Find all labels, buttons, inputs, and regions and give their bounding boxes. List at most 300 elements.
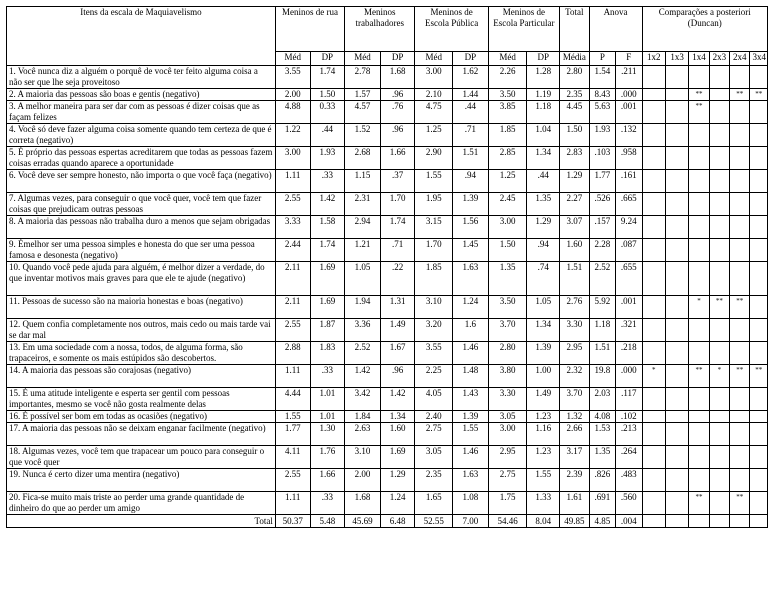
cell-value: 1.39	[453, 411, 489, 423]
cell-value: 3.55	[275, 66, 310, 89]
table-row	[7, 170, 768, 193]
duncan-cell	[689, 469, 709, 492]
cell-value: .321	[616, 319, 642, 342]
duncan-cell: **	[709, 296, 729, 319]
cell-value: 2.32	[560, 365, 590, 388]
cell-value: 1.35	[527, 193, 560, 216]
cell-value: 4.45	[560, 101, 590, 124]
total-row	[7, 515, 768, 528]
cell-value: 3.30	[488, 388, 527, 411]
total-header: Total	[560, 7, 590, 52]
cell-value: 1.31	[380, 296, 415, 319]
cell-value: 1.24	[453, 296, 489, 319]
dp-header: DP	[527, 52, 560, 66]
cell-value: 3.07	[560, 216, 590, 239]
cell-value: 1.60	[380, 423, 415, 446]
duncan-cell	[709, 216, 729, 239]
duncan-cell	[665, 342, 688, 365]
cell-value: 1.00	[527, 365, 560, 388]
duncan-cell	[750, 239, 768, 262]
duncan-cell	[665, 365, 688, 388]
duncan-cell	[709, 170, 729, 193]
duncan-cell	[665, 66, 688, 89]
duncan-cell: **	[750, 89, 768, 101]
cell-value: 1.01	[310, 411, 345, 423]
cell-value: 3.20	[415, 319, 453, 342]
cell-value: 1.74	[310, 239, 345, 262]
table-body	[7, 66, 768, 515]
duncan-cell	[689, 446, 709, 469]
cell-value: 2.28	[589, 239, 615, 262]
cell-value: 2.27	[560, 193, 590, 216]
cell-value: 1.52	[345, 124, 381, 147]
duncan-cell	[642, 319, 665, 342]
cell-value: 1.50	[310, 89, 345, 101]
comparison-header: 1x2	[642, 52, 665, 66]
duncan-cell	[689, 124, 709, 147]
cell-value: 2.40	[415, 411, 453, 423]
cell-value: 1.19	[527, 89, 560, 101]
cell-value: 2.75	[415, 423, 453, 446]
duncan-cell	[730, 216, 750, 239]
cell-value: 3.42	[345, 388, 381, 411]
duncan-cell	[665, 388, 688, 411]
item-text: 8. A maioria das pessoas não trabalha duro a menos que sejam obrigadas	[7, 216, 276, 239]
cell-value: 3.70	[560, 388, 590, 411]
cell-value: 1.50	[488, 239, 527, 262]
duncan-cell	[750, 262, 768, 296]
cell-value: 1.48	[453, 365, 489, 388]
cell-value: 9.24	[616, 216, 642, 239]
duncan-cell	[750, 342, 768, 365]
cell-value: 2.45	[488, 193, 527, 216]
cell-value: 1.29	[560, 170, 590, 193]
item-text: 12. Quem confia completamente nos outros, mais cedo ou mais tarde vai se dar mal	[7, 319, 276, 342]
cell-value: 1.83	[310, 342, 345, 365]
duncan-cell	[730, 101, 750, 124]
duncan-cell	[665, 101, 688, 124]
duncan-cell	[750, 492, 768, 515]
duncan-cell	[689, 216, 709, 239]
cell-value: .44	[527, 170, 560, 193]
duncan-cell	[689, 515, 709, 528]
cell-value: 1.18	[589, 319, 615, 342]
cell-value: 52.55	[415, 515, 453, 528]
duncan-cell	[750, 319, 768, 342]
cell-value: 1.30	[310, 423, 345, 446]
cell-value: 49.85	[560, 515, 590, 528]
cell-value: 2.80	[488, 342, 527, 365]
duncan-cell: **	[689, 101, 709, 124]
cell-value: 1.39	[527, 342, 560, 365]
cell-value: 5.63	[589, 101, 615, 124]
duncan-cell	[709, 446, 729, 469]
table-row	[7, 193, 768, 216]
duncan-cell	[730, 170, 750, 193]
duncan-cell	[750, 388, 768, 411]
duncan-cell	[689, 66, 709, 89]
cell-value: 1.32	[560, 411, 590, 423]
cell-value: 1.46	[453, 342, 489, 365]
cell-value: .218	[616, 342, 642, 365]
cell-value: .000	[616, 365, 642, 388]
duncan-cell	[709, 342, 729, 365]
cell-value: 1.56	[453, 216, 489, 239]
cell-value: 3.17	[560, 446, 590, 469]
item-text: 5. É próprio das pessoas espertas acreditarem que todas as pessoas fazem coisas erradas quando aparece a oportunidade	[7, 147, 276, 170]
cell-value: .526	[589, 193, 615, 216]
duncan-cell	[709, 492, 729, 515]
table-row	[7, 423, 768, 446]
duncan-cell	[750, 66, 768, 89]
cell-value: .000	[616, 89, 642, 101]
duncan-cell	[642, 446, 665, 469]
cell-value: .001	[616, 296, 642, 319]
cell-value: 1.6	[453, 319, 489, 342]
duncan-cell	[750, 101, 768, 124]
cell-value: 1.08	[453, 492, 489, 515]
cell-value: 1.66	[310, 469, 345, 492]
duncan-cell	[730, 411, 750, 423]
cell-value: 1.77	[275, 423, 310, 446]
cell-value: 2.35	[415, 469, 453, 492]
cell-value: 3.10	[415, 296, 453, 319]
duncan-cell	[730, 66, 750, 89]
cell-value: 1.25	[488, 170, 527, 193]
table-row	[7, 66, 768, 89]
item-text: 3. A melhor maneira para ser dar com as pessoas é dizer coisas que as façam felizes	[7, 101, 276, 124]
duncan-cell: **	[750, 365, 768, 388]
cell-value: 19.8	[589, 365, 615, 388]
cell-value: 1.49	[380, 319, 415, 342]
cell-value: 1.39	[453, 193, 489, 216]
table-row	[7, 319, 768, 342]
cell-value: 1.42	[380, 388, 415, 411]
item-text: 7. Algumas vezes, para conseguir o que você quer, você tem que fazer coisas que prejudicam outras pessoas	[7, 193, 276, 216]
cell-value: .087	[616, 239, 642, 262]
cell-value: 5.48	[310, 515, 345, 528]
cell-value: 1.34	[527, 319, 560, 342]
cell-value: 4.88	[275, 101, 310, 124]
cell-value: 3.55	[415, 342, 453, 365]
cell-value: 1.66	[380, 147, 415, 170]
cell-value: 2.00	[275, 89, 310, 101]
cell-value: 2.55	[275, 469, 310, 492]
cell-value: 3.15	[415, 216, 453, 239]
f-header: F	[616, 52, 642, 66]
cell-value: 1.58	[310, 216, 345, 239]
table-row	[7, 388, 768, 411]
duncan-cell	[750, 446, 768, 469]
cell-value: 1.29	[527, 216, 560, 239]
cell-value: 7.00	[453, 515, 489, 528]
duncan-cell	[665, 319, 688, 342]
cell-value: 1.05	[527, 296, 560, 319]
cell-value: 3.80	[488, 365, 527, 388]
cell-value: 1.70	[415, 239, 453, 262]
cell-value: .96	[380, 124, 415, 147]
cell-value: 2.95	[488, 446, 527, 469]
table-row	[7, 101, 768, 124]
item-text: 13. Em uma sociedade com a nossa, todos, de alguma forma, são trapaceiros, e somente os mais estúpidos são descobertos.	[7, 342, 276, 365]
cell-value: 3.70	[488, 319, 527, 342]
duncan-cell	[642, 342, 665, 365]
duncan-cell	[665, 492, 688, 515]
table-row	[7, 216, 768, 239]
duncan-cell	[730, 124, 750, 147]
duncan-cell	[709, 239, 729, 262]
cell-value: 3.36	[345, 319, 381, 342]
cell-value: .665	[616, 193, 642, 216]
duncan-cell	[665, 296, 688, 319]
cell-value: .211	[616, 66, 642, 89]
cell-value: .483	[616, 469, 642, 492]
duncan-cell	[642, 89, 665, 101]
cell-value: 1.93	[589, 124, 615, 147]
duncan-cell	[689, 170, 709, 193]
duncan-cell: **	[689, 365, 709, 388]
cell-value: 1.46	[453, 446, 489, 469]
dp-header: DP	[380, 52, 415, 66]
cell-value: .655	[616, 262, 642, 296]
comparison-header: 3x4	[750, 52, 768, 66]
duncan-cell: **	[689, 492, 709, 515]
cell-value: 6.48	[380, 515, 415, 528]
cell-value: 4.85	[589, 515, 615, 528]
cell-value: 5.92	[589, 296, 615, 319]
cell-value: 2.00	[345, 469, 381, 492]
duncan-cell	[642, 147, 665, 170]
cell-value: 2.88	[275, 342, 310, 365]
cell-value: 1.63	[453, 262, 489, 296]
cell-value: 2.76	[560, 296, 590, 319]
duncan-cell	[665, 446, 688, 469]
duncan-cell: **	[730, 492, 750, 515]
duncan-cell	[709, 124, 729, 147]
cell-value: 1.51	[560, 262, 590, 296]
cell-value: 1.76	[310, 446, 345, 469]
cell-value: 3.10	[345, 446, 381, 469]
cell-value: 1.23	[527, 446, 560, 469]
duncan-cell	[709, 515, 729, 528]
duncan-cell	[642, 216, 665, 239]
duncan-cell: *	[689, 296, 709, 319]
cell-value: .22	[380, 262, 415, 296]
table-row	[7, 469, 768, 492]
item-text: 4. Você só deve fazer alguma coisa somente quando tem certeza de que é correta (negativo)	[7, 124, 276, 147]
comparison-header: 1x4	[689, 52, 709, 66]
cell-value: .103	[589, 147, 615, 170]
cell-value: 3.50	[488, 89, 527, 101]
maquiavelismo-table	[6, 6, 768, 528]
table-row	[7, 147, 768, 170]
duncan-cell	[709, 423, 729, 446]
cell-value: 1.16	[527, 423, 560, 446]
cell-value: 1.57	[345, 89, 381, 101]
cell-value: 1.69	[380, 446, 415, 469]
cell-value: 2.39	[560, 469, 590, 492]
cell-value: .102	[616, 411, 642, 423]
cell-value: .96	[380, 89, 415, 101]
table-row	[7, 411, 768, 423]
duncan-cell: **	[689, 89, 709, 101]
cell-value: 2.44	[275, 239, 310, 262]
table-row	[7, 296, 768, 319]
duncan-cell	[750, 193, 768, 216]
item-text: 18. Algumas vezes, você tem que trapacear um pouco para conseguir o que você quer	[7, 446, 276, 469]
duncan-cell	[689, 411, 709, 423]
cell-value: 2.35	[560, 89, 590, 101]
cell-value: 2.55	[275, 193, 310, 216]
med-header: Méd	[488, 52, 527, 66]
duncan-cell	[750, 170, 768, 193]
cell-value: .96	[380, 365, 415, 388]
cell-value: .76	[380, 101, 415, 124]
cell-value: 1.55	[415, 170, 453, 193]
duncan-cell	[665, 411, 688, 423]
table-row	[7, 89, 768, 101]
duncan-cell	[750, 147, 768, 170]
item-text: 2. A maioria das pessoas são boas e gentis (negativo)	[7, 89, 276, 101]
cell-value: 2.68	[345, 147, 381, 170]
duncan-cell	[750, 296, 768, 319]
cell-value: 4.05	[415, 388, 453, 411]
cell-value: 8.43	[589, 89, 615, 101]
cell-value: 1.93	[310, 147, 345, 170]
item-text: 9. Émelhor ser uma pessoa simples e honesta do que ser uma pessoa famosa e desonesta (negativo)	[7, 239, 276, 262]
cell-value: 2.63	[345, 423, 381, 446]
duncan-cell	[665, 170, 688, 193]
cell-value: 1.43	[453, 388, 489, 411]
media-header: Média	[560, 52, 590, 66]
cell-value: .001	[616, 101, 642, 124]
duncan-cell	[642, 469, 665, 492]
cell-value: 3.00	[415, 66, 453, 89]
cell-value: 1.11	[275, 365, 310, 388]
cell-value: 1.68	[380, 66, 415, 89]
p-header: P	[589, 52, 615, 66]
item-text: 10. Quando você pede ajuda para alguém, é melhor dizer a verdade, do que inventar motivos mais graves para que ele te ajude (negativo)	[7, 262, 276, 296]
cell-value: 2.52	[345, 342, 381, 365]
anova-header: Anova	[589, 7, 642, 52]
duncan-cell	[750, 411, 768, 423]
duncan-cell	[730, 469, 750, 492]
duncan-cell	[750, 216, 768, 239]
duncan-cell	[709, 147, 729, 170]
duncan-cell	[750, 124, 768, 147]
total-label: Total	[7, 515, 276, 528]
duncan-cell	[665, 423, 688, 446]
duncan-cell	[665, 124, 688, 147]
duncan-cell	[665, 193, 688, 216]
duncan-cell: **	[730, 89, 750, 101]
cell-value: 54.46	[488, 515, 527, 528]
duncan-cell	[689, 423, 709, 446]
duncan-cell	[730, 423, 750, 446]
cell-value: 2.25	[415, 365, 453, 388]
table-row	[7, 239, 768, 262]
duncan-cell	[709, 66, 729, 89]
duncan-cell	[642, 423, 665, 446]
duncan-cell	[665, 147, 688, 170]
cell-value: 1.35	[488, 262, 527, 296]
duncan-cell: **	[730, 365, 750, 388]
med-header: Méd	[275, 52, 310, 66]
cell-value: 3.00	[275, 147, 310, 170]
duncan-cell	[642, 124, 665, 147]
cell-value: 1.28	[527, 66, 560, 89]
table-row	[7, 342, 768, 365]
cell-value: 1.69	[310, 262, 345, 296]
cell-value: 45.69	[345, 515, 381, 528]
duncan-cell	[689, 147, 709, 170]
group-header-rua: Meninos de rua	[275, 7, 344, 52]
duncan-cell	[642, 296, 665, 319]
cell-value: 2.83	[560, 147, 590, 170]
cell-value: 1.42	[345, 365, 381, 388]
duncan-cell	[689, 388, 709, 411]
duncan-cell	[709, 89, 729, 101]
item-text: 15. É uma atitude inteligente e esperta ser gentil com pessoas importantes, mesmo se você não gosta realmente delas	[7, 388, 276, 411]
cell-value: 1.55	[453, 423, 489, 446]
cell-value: 4.57	[345, 101, 381, 124]
cell-value: .560	[616, 492, 642, 515]
cell-value: 2.95	[560, 342, 590, 365]
cell-value: .71	[380, 239, 415, 262]
cell-value: 1.25	[415, 124, 453, 147]
duncan-cell	[689, 262, 709, 296]
cell-value: 1.85	[488, 124, 527, 147]
items-header: Itens da escala de Maquiavelismo	[7, 7, 276, 66]
cell-value: 1.74	[380, 216, 415, 239]
cell-value: 1.50	[560, 124, 590, 147]
duncan-cell	[730, 446, 750, 469]
cell-value: .33	[310, 365, 345, 388]
cell-value: 1.23	[527, 411, 560, 423]
duncan-cell	[642, 262, 665, 296]
cell-value: .132	[616, 124, 642, 147]
cell-value: 2.11	[275, 296, 310, 319]
comparison-header: 1x3	[665, 52, 688, 66]
comparison-header: 2x3	[709, 52, 729, 66]
cell-value: 1.54	[589, 66, 615, 89]
table-row	[7, 365, 768, 388]
item-text: 16. É possível ser bom em todas as ocasiões (negativo)	[7, 411, 276, 423]
duncan-cell	[665, 239, 688, 262]
duncan-cell	[689, 319, 709, 342]
cell-value: 1.04	[527, 124, 560, 147]
duncan-cell: *	[709, 365, 729, 388]
cell-value: 1.51	[589, 342, 615, 365]
cell-value: .157	[589, 216, 615, 239]
cell-value: .33	[310, 170, 345, 193]
duncan-cell	[750, 469, 768, 492]
duncan-cell	[730, 147, 750, 170]
cell-value: 1.18	[527, 101, 560, 124]
cell-value: 2.85	[488, 147, 527, 170]
cell-value: 1.11	[275, 170, 310, 193]
duncan-cell	[730, 239, 750, 262]
item-text: 1. Você nunca diz a alguém o porquê de você ter feito alguma coisa a não ser que lhe seja proveitoso	[7, 66, 276, 89]
table-row	[7, 492, 768, 515]
cell-value: 1.11	[275, 492, 310, 515]
cell-value: 1.70	[380, 193, 415, 216]
cell-value: 1.55	[527, 469, 560, 492]
cell-value: .33	[310, 492, 345, 515]
duncan-cell	[750, 423, 768, 446]
cell-value: 1.29	[380, 469, 415, 492]
med-header: Méd	[415, 52, 453, 66]
